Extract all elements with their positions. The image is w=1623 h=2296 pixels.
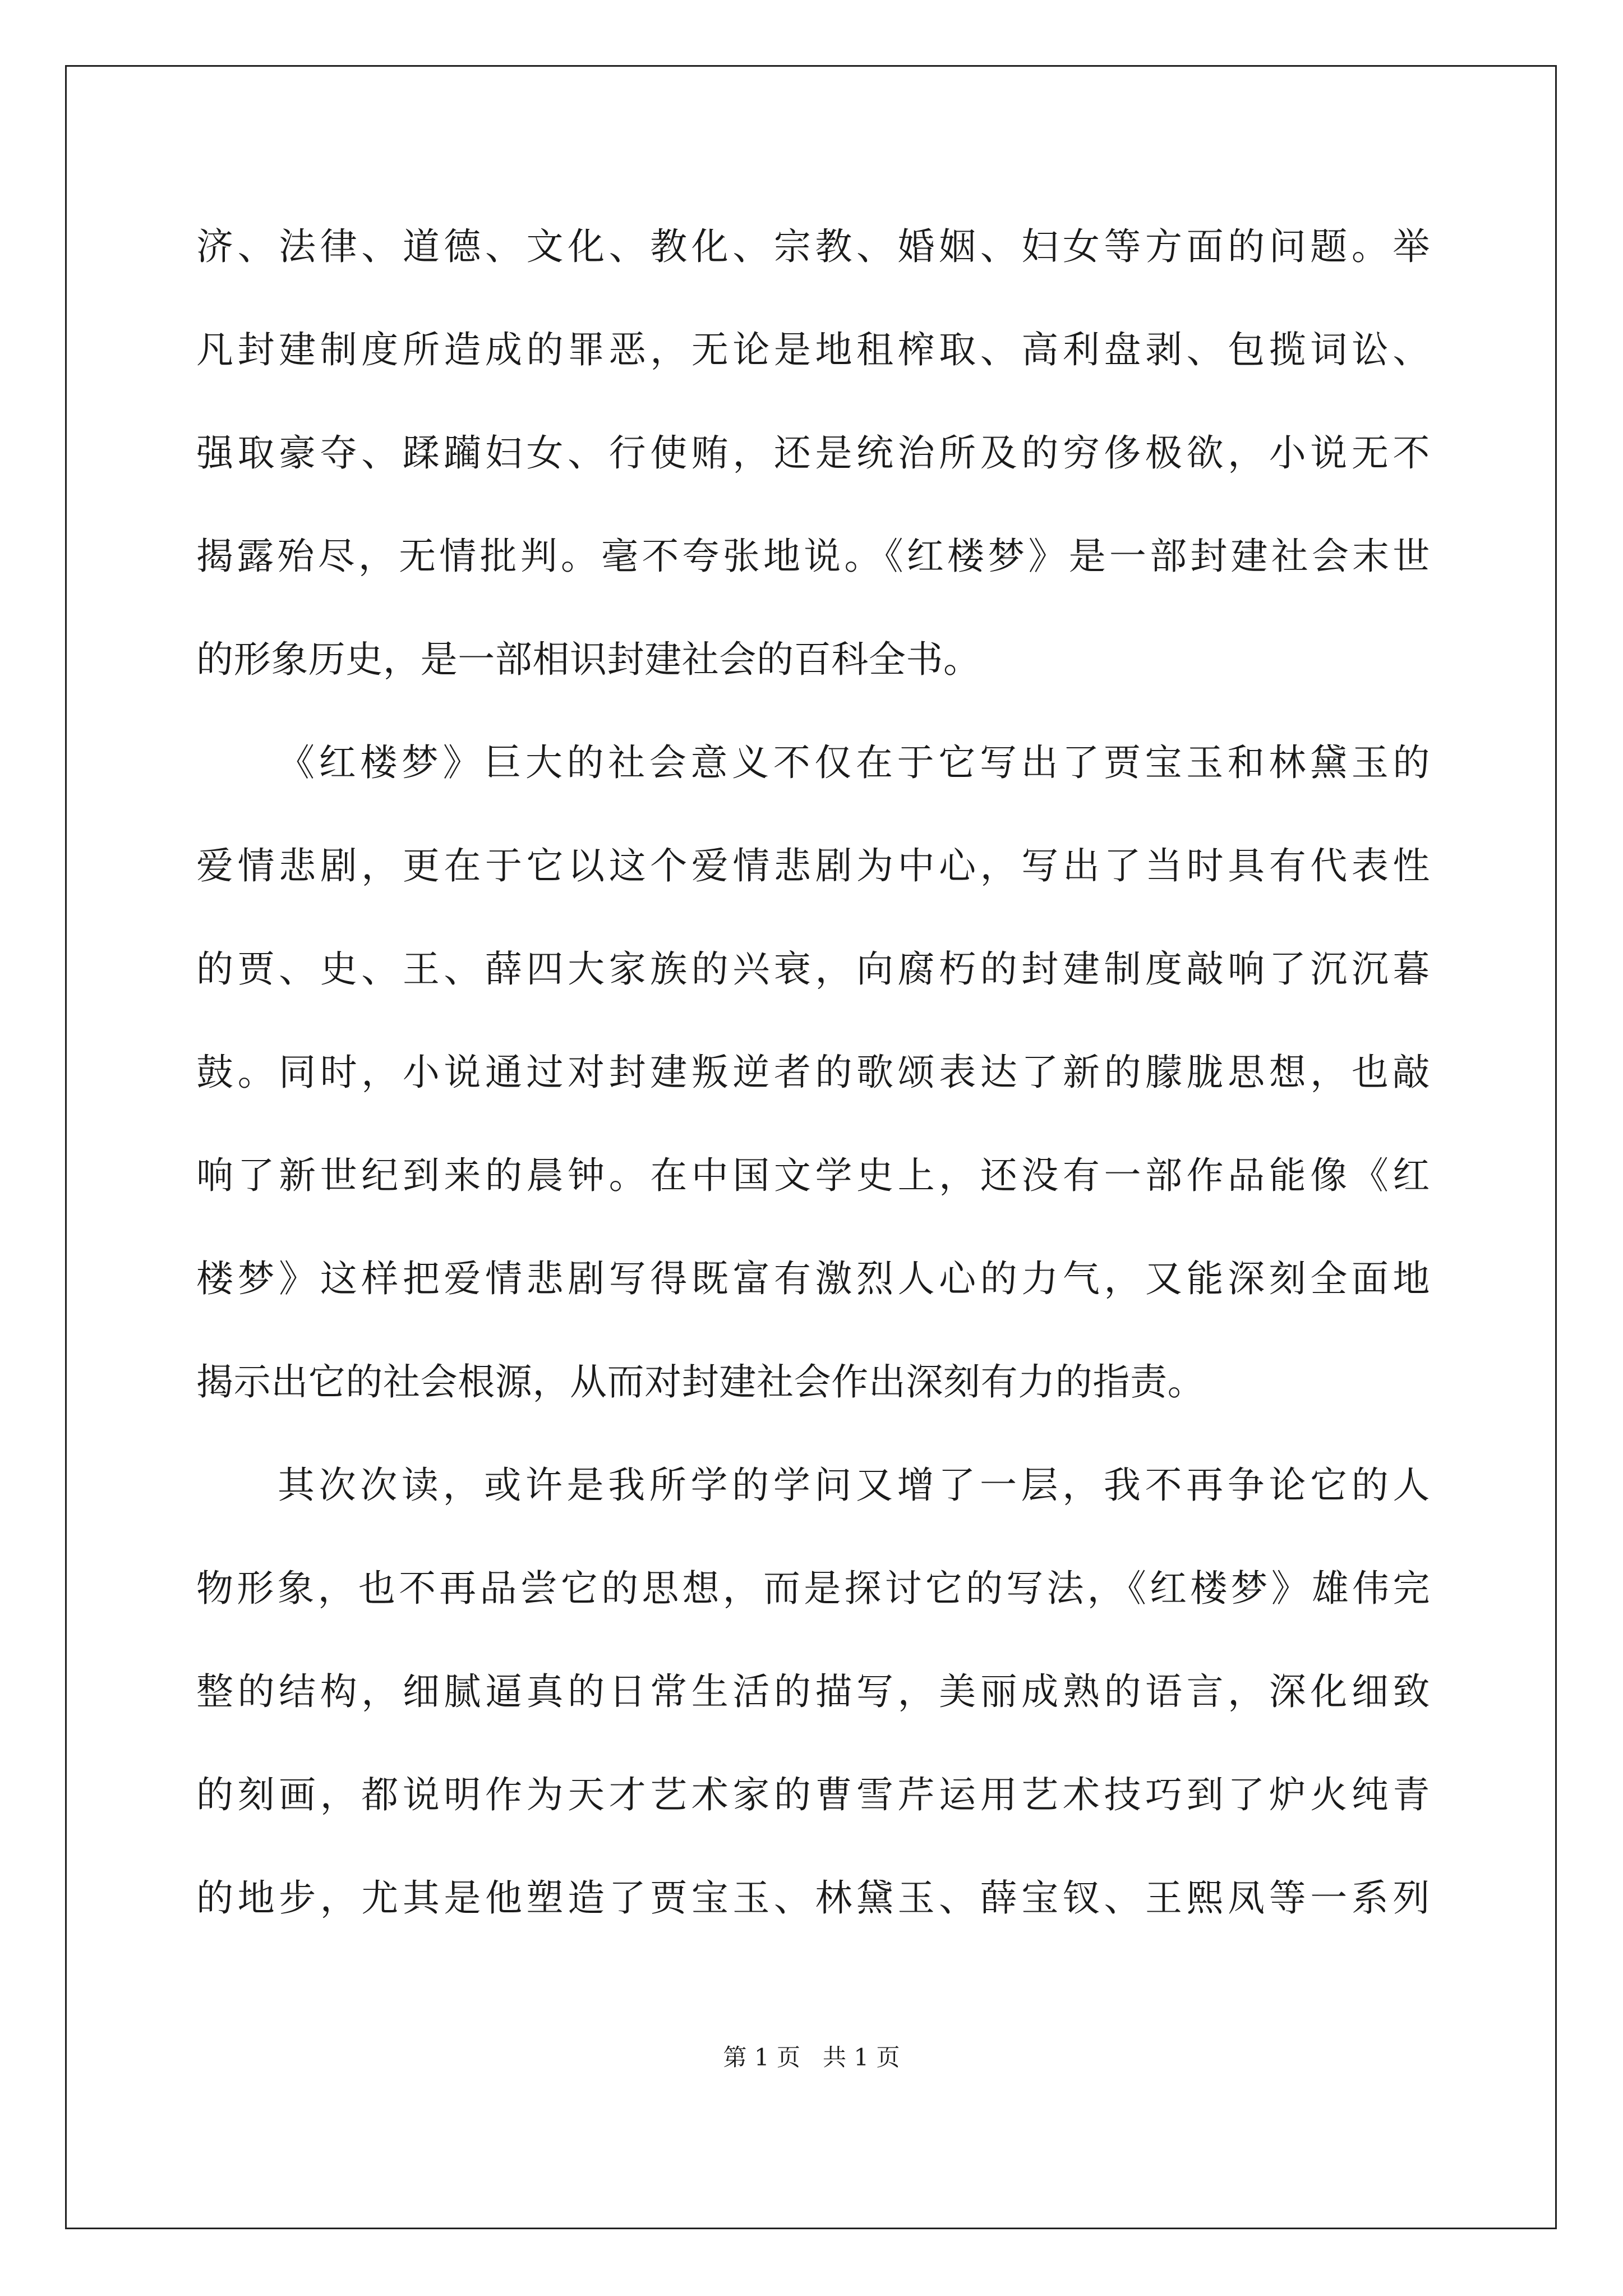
page-footer: 第 1 页 共 1 页 (723, 2044, 900, 2071)
document-body (196, 213, 1430, 1968)
text-line: 响了新世纪到来的晨钟。在中国文学史上，还没有一部作品能像《红 (196, 1154, 1430, 1197)
text-line: 的形象历史，是一部相识封建社会的百科全书。 (196, 638, 981, 681)
text-line: 物形象，也不再品尝它的思想，而是探讨它的写法，《红楼梦》雄伟完 (196, 1567, 1430, 1610)
text-line: 凡封建制度所造成的罪恶，无论是地租榨取、高利盘剥、包揽词讼、 (196, 328, 1430, 371)
text-line: 整的结构，细腻逼真的日常生活的描写，美丽成熟的语言，深化细致 (196, 1670, 1430, 1713)
text-line: 揭露殆尽，无情批判。毫不夸张地说。《红楼梦》是一部封建社会末世 (196, 535, 1430, 578)
text-line: 济、法律、道德、文化、教化、宗教、婚姻、妇女等方面的问题。举 (196, 225, 1430, 268)
text-line: 的地步，尤其是他塑造了贾宝玉、林黛玉、薛宝钗、王熙凤等一系列 (196, 1876, 1430, 1920)
text-line: 鼓。同时，小说通过对封建叛逆者的歌颂表达了新的朦胧思想，也敲 (196, 1051, 1430, 1094)
text-line: 楼梦》这样把爱情悲剧写得既富有激烈人心的力气，又能深刻全面地 (196, 1257, 1430, 1300)
text-line: 的贾、史、王、薛四大家族的兴衰，向腐朽的封建制度敲响了沉沉暮 (196, 947, 1430, 991)
text-line: 强取豪夺、蹂躏妇女、行使贿，还是统治所及的穷侈极欲，小说无不 (196, 431, 1430, 475)
text-line: 爱情悲剧，更在于它以这个爱情悲剧为中心，写出了当时具有代表性 (196, 844, 1430, 887)
text-line: 揭示出它的社会根源，从而对封建社会作出深刻有力的指责。 (196, 1360, 1205, 1404)
text-line: 的刻画，都说明作为天才艺术家的曹雪芹运用艺术技巧到了炉火纯青 (196, 1773, 1430, 1816)
text-line: 《红楼梦》巨大的社会意义不仅在于它写出了贾宝玉和林黛玉的 (278, 741, 1430, 784)
text-line: 其次次读，或许是我所学的学问又增了一层，我不再争论它的人 (278, 1464, 1430, 1507)
